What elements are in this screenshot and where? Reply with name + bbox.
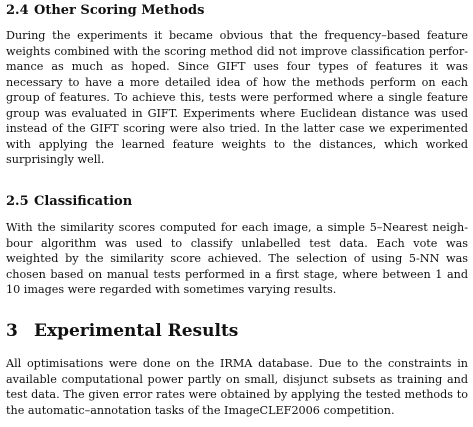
paragraph-classification: With the similarity scores computed for each image, a simple 5–Nearest neighbour algorithm was used to classify unlabelled test data. Each vote was weighted by the similarity score achieved. The selection of using 5-NN was chosen based on manual tests performed in a first stage, where between 1 and 10 images were regarded with sometimes varying results.	[6, 221, 468, 296]
section-number: 2.4	[6, 3, 29, 18]
section-heading-experimental-results	[6, 322, 238, 340]
section-heading-other-scoring-methods	[6, 4, 204, 18]
section-title: Other Scoring Methods	[34, 3, 205, 18]
paragraph-other-scoring-methods: During the experiments it became obvious that the frequency–based feature weights combined with the scoring method did not improve classification performance as much as hoped. Since GIFT uses four types of features it was necessary to have a more detailed idea of how the methods perform on each group of features. To achieve this, tests were performed where a single feature group was evaluated in GIFT. Experiments where Euclidean distance was used instead of the GIFT scoring were also tried. In the latter case we experimented with applying the learned feature weights to the distances, which worked surprisingly well.	[6, 29, 468, 166]
section-heading-classification	[6, 195, 132, 209]
section-title: Classification	[34, 194, 133, 209]
section-number: 3	[6, 321, 18, 341]
section-title: Experimental Results	[34, 321, 239, 341]
section-number: 2.5	[6, 194, 29, 209]
paragraph-experimental-results: All optimisations were done on the IRMA database. Due to the constraints in available computational power partly on small, disjunct subsets as training and test data. The given error rates were obtained by applying the tested methods to the automatic–annotation tasks of the ImageCLEF2006 competition.	[6, 357, 468, 417]
